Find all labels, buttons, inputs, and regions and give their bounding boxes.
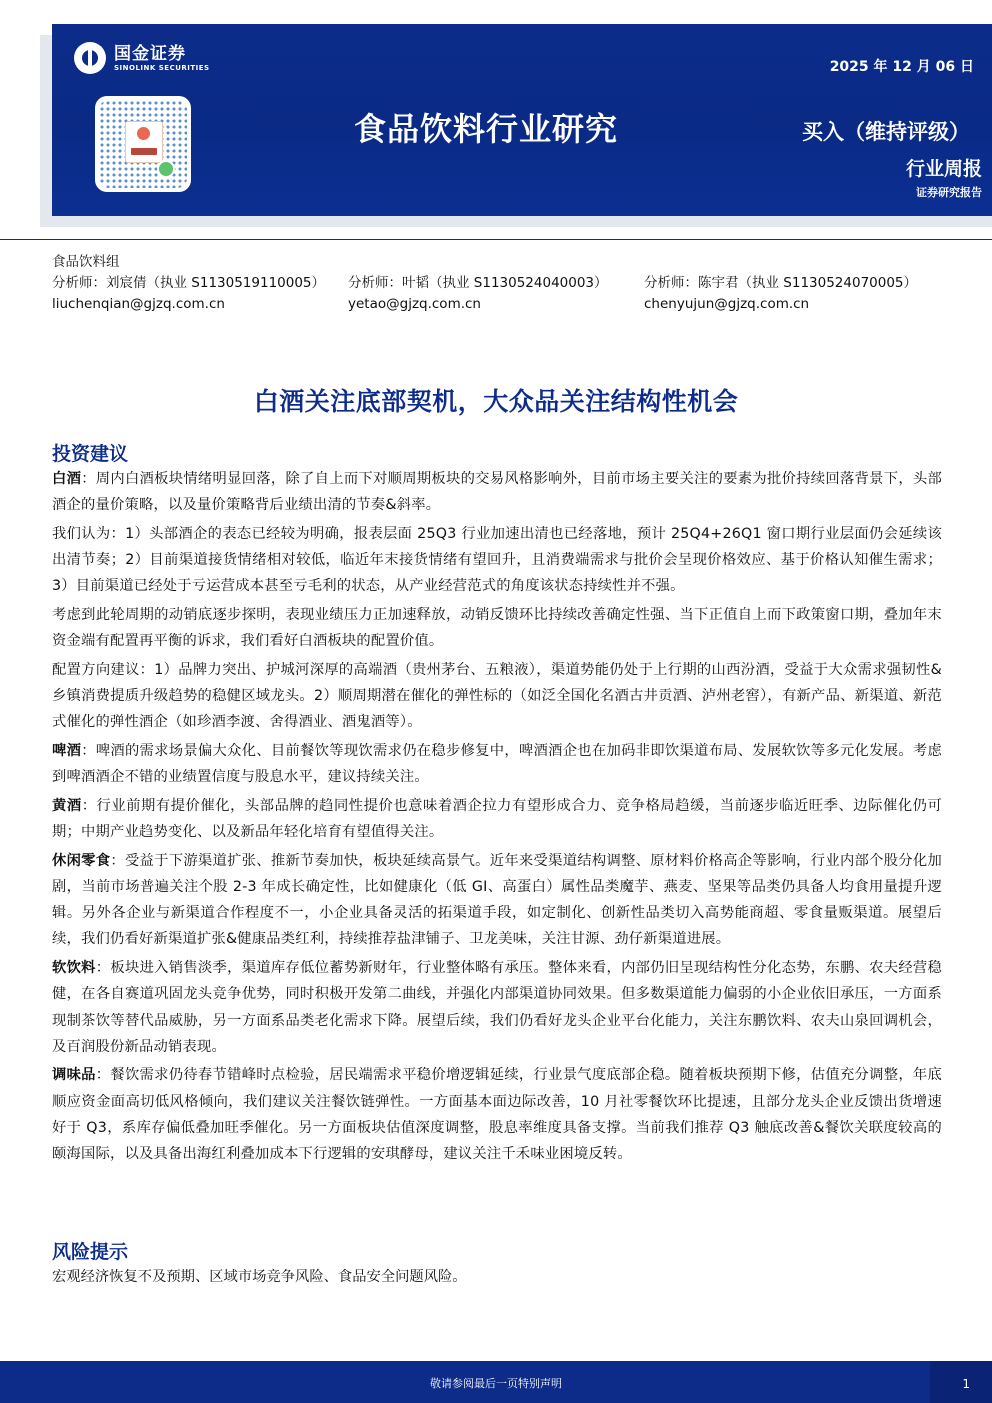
analyst-email[interactable]: liuchenqian@gjzq.com.cn xyxy=(52,296,225,312)
page-number: 1 xyxy=(962,1377,970,1391)
logo-mark-icon xyxy=(74,42,106,74)
company-logo xyxy=(74,42,210,74)
paragraph xyxy=(52,466,942,518)
section-heading-risk: 风险提示 xyxy=(52,1241,129,1263)
paragraph-text: ：啤酒的需求场景偏大众化、目前餐饮等现饮需求仍在稳步修复中，啤酒酒企也在加码非即饮渠道布局、发展软饮等多元化发展。考虑到啤酒酒企不错的业绩置信度与股息水平，建议持续关注。 xyxy=(52,743,942,786)
paragraph xyxy=(52,955,942,1060)
analyst-group: 食品饮料组 xyxy=(52,254,120,270)
page-number-box xyxy=(930,1361,992,1403)
logo-name-cn: 国金证券 xyxy=(114,43,186,64)
paragraph xyxy=(52,793,942,845)
paragraph xyxy=(52,521,942,600)
qr-code-icon xyxy=(95,96,191,192)
paragraph xyxy=(52,657,942,736)
category-label: 白酒 xyxy=(52,471,82,487)
paragraph-text: ：受益于下游渠道扩张、推新节奏加快，板块延续高景气。近年来受渠道结构调整、原材料价格高企等影响，行业内部个股分化加剧，当前市场普遍关注个股 2-3 年成长确定性，比如健康化（低 GI、高蛋白）属性品类魔芋、燕麦、坚果等品类仍具备人均食用量提升逻辑。另外各企业与新渠道合作程度不一，小企业具备灵活的拓渠道手段，如定制化、创新性品类切入高势能商超、零食量贩渠道。展望后续，我们仍看好新渠道扩张&健康品类红利，持续推荐盐津铺子、卫龙美味，关注甘源、劲仔新渠道进展。 xyxy=(52,852,942,948)
paragraph-text: ：行业前期有提价催化，头部品牌的趋同性提价也意味着酒企拉力有望形成合力、竞争格局趋缓，当前逐步临近旺季、边际催化仍可期；中期产业趋势变化、以及新品年轻化培育有望值得关注。 xyxy=(52,797,943,841)
analyst-name: 分析师：陈宇君（执业 S1130524070005） xyxy=(644,275,918,291)
rating-label: 买入（维持评级） xyxy=(802,120,970,144)
category-label: 黄酒 xyxy=(52,797,82,814)
paragraph xyxy=(52,738,942,790)
category-label: 啤酒 xyxy=(52,743,82,760)
paragraph xyxy=(52,602,942,654)
category-label: 软饮料 xyxy=(52,960,96,977)
paragraph-text: ：周内白酒板块情绪明显回落，除了自上而下对顺周期板块的交易风格影响外，目前市场主要关注的要素为批价持续回落背景下，头部酒企的量价策略，以及量价策略背后业绩出清的节奏&斜率。 xyxy=(52,471,942,514)
paragraph-text: ：餐饮需求仍待春节错峰时点检验，居民端需求平稳价增逻辑延续，行业景气度底部企稳。随着板块预期下修，估值充分调整，年底顺应资金面高切低风格倾向，我们建议关注餐饮链弹性。一方面基本面边际改善，10 月社零餐饮环比提速，且部分龙头企业反馈出货增速好于 Q3，系库存偏低叠加旺季催化。另一方面板块估值深度调整，股息率维度具备支撑。当前我们推荐 Q3 触底改善&餐饮关联度较高的颐海国际，以及具备出海红利叠加成本下行逻辑的安琪酵母，建议关注千禾味业困境反转。 xyxy=(52,1067,942,1163)
footer-note: 敬请参阅最后一页特别声明 xyxy=(430,1377,562,1390)
report-headline: 白酒关注底部契机，大众品关注结构性机会 xyxy=(253,387,739,416)
analyst-name: 分析师：叶韬（执业 S1130524040003） xyxy=(348,275,608,291)
paragraph-text: 我们认为：1）头部酒企的表态已经较为明确，报表层面 25Q3 行业加速出清也已经落地，预计 25Q4+26Q1 窗口期行业层面仍会延续该出清节奏；2）目前渠道接货情绪相对较低，临近年末接货情绪有望回升，且消费端需求与批价会呈现价格效应、基于价格认知催生需求；3）目前渠道已经处于亏运营成本甚至亏毛利的状态，从产业经营范式的角度该状态持续性并不强。 xyxy=(52,525,942,595)
paragraph xyxy=(52,1062,942,1167)
analyst-email[interactable]: chenyujun@gjzq.com.cn xyxy=(644,296,810,312)
report-header xyxy=(52,24,992,216)
report-date: 2025 年 12 月 06 日 xyxy=(829,59,974,75)
analyst-name: 分析师：刘宸倩（执业 S1130519110005） xyxy=(52,275,326,291)
analyst-block xyxy=(52,252,952,312)
paragraph-text: ：板块进入销售淡季，渠道库存低位蓄势新财年，行业整体略有承压。整体来看，内部仍旧呈现结构性分化态势，东鹏、农夫经营稳健，在各自赛道巩固龙头竞争优势，同时积极开发第二曲线，并强化内部渠道协同效果。但多数渠道能力偏弱的小企业依旧承压，一方面系现制茶饮等替代品威胁，另一方面系品类老化需求下降。展望后续，我们仍看好龙头企业平台化能力，关注东鹏饮料、农夫山泉回调机会，及百润股份新品动销表现。 xyxy=(52,960,942,1055)
page-footer xyxy=(0,1361,992,1403)
industry-title: 食品饮料行业研究 xyxy=(354,110,619,148)
section-heading-investment: 投资建议 xyxy=(52,443,129,465)
analyst-email[interactable]: yetao@gjzq.com.cn xyxy=(348,296,481,312)
report-type: 证券研究报告 xyxy=(916,186,982,199)
category-label: 调味品 xyxy=(52,1067,96,1084)
paragraph-text: 配置方向建议：1）品牌力突出、护城河深厚的高端酒（贵州茅台、五粮液），渠道势能仍处于上行期的山西汾酒，受益于大众需求强韧性&乡镇消费提质升级趋势的稳健区域龙头。2）顺周期潜在催化的弹性标的（如泛全国化名酒古井贡酒、泸州老窖），有新产品、新渠道、新范式催化的弹性酒企（如珍酒李渡、舍得酒业、酒鬼酒等）。 xyxy=(52,661,942,731)
report-kind: 行业周报 xyxy=(905,158,982,180)
header-divider xyxy=(0,239,992,240)
investment-body xyxy=(52,466,942,1170)
paragraph-text: 考虑到此轮周期的动销底逐步探明，表现业绩压力正加速释放，动销反馈环比持续改善确定性强、当下正值自上而下政策窗口期，叠加年末资金端有配置再平衡的诉求，我们看好白酒板块的配置价值。 xyxy=(52,607,942,650)
logo-name-en: SINOLINK SECURITIES xyxy=(114,63,210,72)
risk-text: 宏观经济恢复不及预期、区域市场竞争风险、食品安全问题风险。 xyxy=(52,1269,467,1285)
paragraph xyxy=(52,848,942,953)
category-label: 休闲零食 xyxy=(52,852,111,869)
